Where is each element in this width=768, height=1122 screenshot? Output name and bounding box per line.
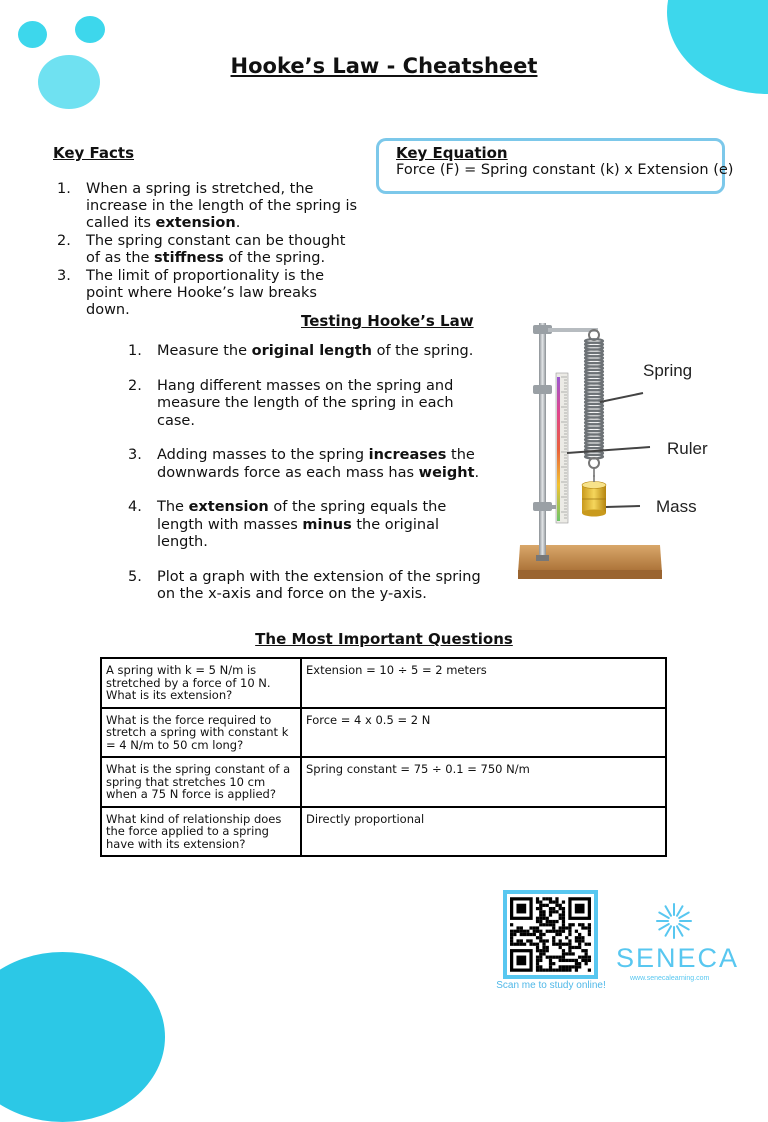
answer-cell: Spring constant = 75 ÷ 0.1 = 750 N/m (301, 757, 666, 807)
page-title: Hooke’s Law - Cheatsheet (230, 54, 538, 78)
stand-pole (539, 323, 546, 561)
list-item: 2. Hang different masses on the spring and measure the length of the spring in each case. (128, 377, 454, 429)
answer-cell: Force = 4 x 0.5 = 2 N (301, 708, 666, 758)
ruler-label: Ruler (667, 439, 708, 458)
list-item: 1. Measure the original length of the spring. (128, 343, 474, 359)
seneca-brand: SENECA (616, 943, 740, 973)
table-row (101, 708, 666, 758)
key-facts-list (53, 181, 363, 320)
key-facts-heading: Key Facts (53, 144, 135, 162)
qr-code-icon (510, 897, 591, 972)
questions-table (100, 657, 667, 857)
table-row (101, 757, 666, 807)
answer-cell: Directly proportional (301, 807, 666, 857)
question-cell: What is the force required to stretch a spring with constant k = 4 N/m to 50 cm long? (101, 708, 301, 758)
question-cell: A spring with k = 5 N/m is stretched by a force of 10 N. What is its extension? (101, 658, 301, 708)
table-row (101, 807, 666, 857)
seneca-url[interactable]: www.senecalearning.com (630, 975, 710, 982)
answer-cell: Extension = 10 ÷ 5 = 2 meters (301, 658, 666, 708)
decor-dot-small-left (18, 21, 47, 48)
list-item: 4. The extension of the spring equals the length with masses minus the original length. (128, 499, 447, 550)
testing-heading: Testing Hooke’s Law (301, 312, 474, 330)
seneca-logo-icon (652, 901, 696, 941)
testing-steps-list (120, 343, 490, 604)
spring (585, 330, 603, 477)
mass-label: Mass (656, 497, 697, 516)
mass (582, 475, 606, 517)
label-leader-lines (567, 393, 650, 507)
list-item: 2. The spring constant can be thought of as the stiffness of the spring. (57, 233, 346, 266)
decor-dot-small-right (75, 16, 105, 43)
question-cell: What kind of relationship does the force applied to a spring have with its extension? (101, 807, 301, 857)
spring-label: Spring (643, 361, 693, 380)
key-equation-text: Force (F) = Spring constant (k) x Extension (e) (396, 162, 734, 178)
decor-corner-top-right (667, 0, 768, 94)
table-row (101, 658, 666, 708)
list-item: 3. The limit of proportionality is the point where Hooke’s law breaks down. (57, 268, 325, 318)
decor-corner-bottom-left (0, 952, 165, 1122)
spring-apparatus-diagram (510, 315, 675, 585)
ruler (556, 373, 568, 523)
question-cell: What is the spring constant of a spring that stretches 10 cm when a 75 N force is applied? (101, 757, 301, 807)
list-item: 3. Adding masses to the spring increases the downwards force as each mass has weight. (128, 447, 480, 481)
qr-caption: Scan me to study online! (496, 980, 606, 991)
list-item: 1. When a spring is stretched, the increase in the length of the spring is called its extension. (57, 181, 358, 231)
list-item: 5. Plot a graph with the extension of the spring on the x-axis and force on the y-axis. (128, 568, 481, 602)
questions-heading: The Most Important Questions (255, 630, 513, 648)
key-equation-heading: Key Equation (396, 144, 508, 162)
qr-code[interactable] (503, 890, 598, 979)
